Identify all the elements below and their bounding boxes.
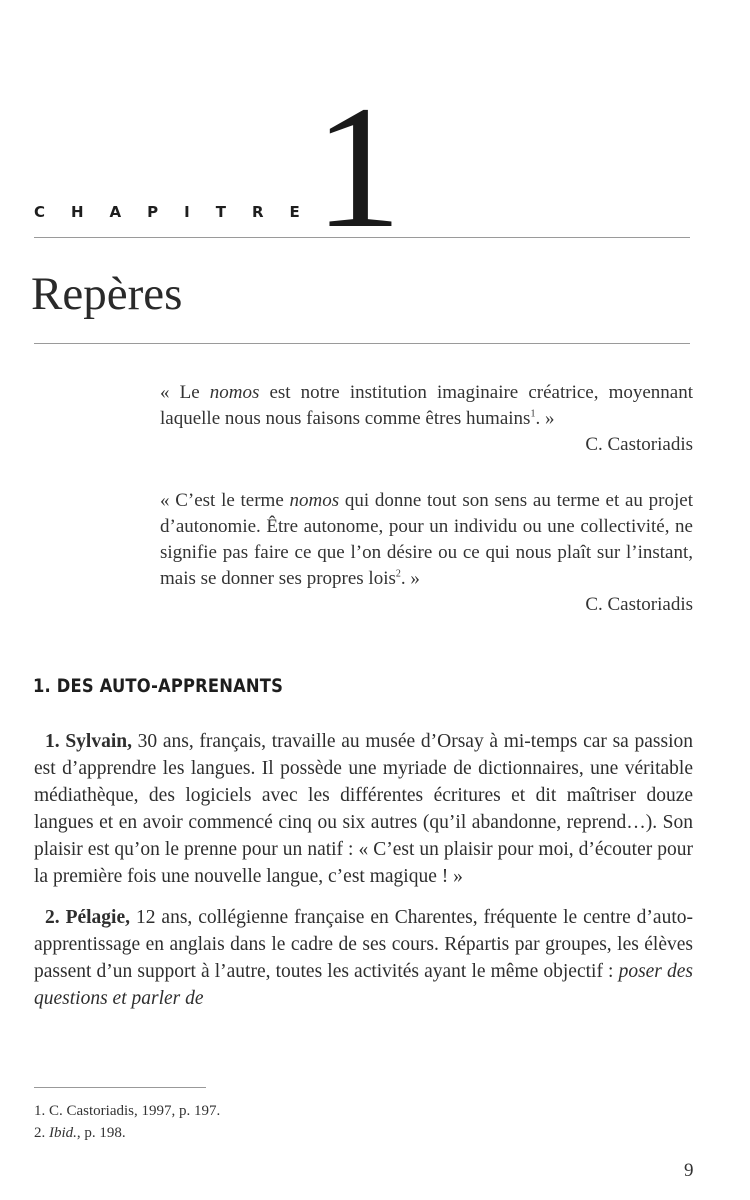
epigraph-2 xyxy=(160,488,693,618)
epigraph-quote xyxy=(160,488,693,592)
page-number: 9 xyxy=(684,1160,694,1181)
paragraph-1 xyxy=(34,728,693,890)
chapter-label: CHAPITRE xyxy=(34,203,326,221)
quote-text: . » xyxy=(400,568,420,589)
footnote-2 xyxy=(34,1122,220,1144)
footnote-ref[interactable]: 2 xyxy=(395,568,401,580)
paragraph-text: 12 ans, collégienne française en Charentes, fréquente le centre d’auto-apprentissage en anglais dans le cadre de ses cours. Répartis par groupes, les élèves passent d’un support à l’autre, toutes les activités ayant le même objectif : xyxy=(34,907,693,982)
footnote-ref[interactable]: 1 xyxy=(530,408,536,420)
chapter-title: Repères xyxy=(31,268,183,320)
footnote-1 xyxy=(34,1100,220,1122)
footnote-text: C. Castoriadis, 1997, p. 197. xyxy=(45,1103,221,1119)
paragraph-number: 2. xyxy=(45,907,60,928)
header-rule-bottom xyxy=(34,343,690,344)
quote-text: « C’est le terme xyxy=(160,490,290,511)
paragraph-number: 1. xyxy=(45,731,60,752)
chapter-number: 1 xyxy=(314,70,402,265)
epigraph-quote xyxy=(160,380,693,432)
paragraph-emphasis: poser des questions et parler de xyxy=(34,961,693,1009)
footnote-number: 1. xyxy=(34,1103,46,1119)
paragraph-2 xyxy=(34,904,693,1012)
footnote-text: , p. 198. xyxy=(76,1125,126,1141)
quote-text: « Le xyxy=(160,382,210,403)
paragraph-subject: Sylvain, xyxy=(65,731,132,752)
footnote-rule xyxy=(34,1087,206,1088)
quote-text: qui donne tout son sens au terme et au projet d’autonomie. Être autonome, pour un individu ou une collectivité, ne signifie pas faire ce que l’on désire ou ce qui nous plaît sur l’instant, mais se donner ses propres lois xyxy=(160,490,693,589)
quote-text: est notre institution imaginaire créatrice, moyennant laquelle nous nous faisons comme êtres humains xyxy=(160,382,693,429)
footnote-number: 2. xyxy=(34,1125,46,1141)
section-heading: 1. DES AUTO-APPRENANTS xyxy=(33,675,284,697)
paragraph-subject: Pélagie, xyxy=(65,907,131,928)
footnotes xyxy=(34,1100,220,1144)
epigraph-author: C. Castoriadis xyxy=(585,594,693,615)
footnote-emphasis: Ibid. xyxy=(45,1125,77,1141)
header-rule-top xyxy=(34,237,690,238)
quote-emphasis: nomos xyxy=(209,382,260,403)
paragraph-text: 30 ans, français, travaille au musée d’Orsay à mi-temps car sa passion est d’apprendre les langues. Il possède une myriade de dictionnaires, une véritable médiathèque, des logiciels avec les différentes écritures et dit maîtriser douze langues et en avoir commencé cinq ou six autres (qu’il abandonne, reprend…). Son plaisir est qu’on le prenne pour un natif : « C’est un plaisir pour moi, d’écouter pour la première fois une nouvelle langue, c’est magique ! » xyxy=(34,731,694,887)
quote-emphasis: nomos xyxy=(289,490,340,511)
epigraph-author: C. Castoriadis xyxy=(585,434,693,455)
epigraph-1 xyxy=(160,380,693,458)
quote-text: . » xyxy=(535,408,555,429)
